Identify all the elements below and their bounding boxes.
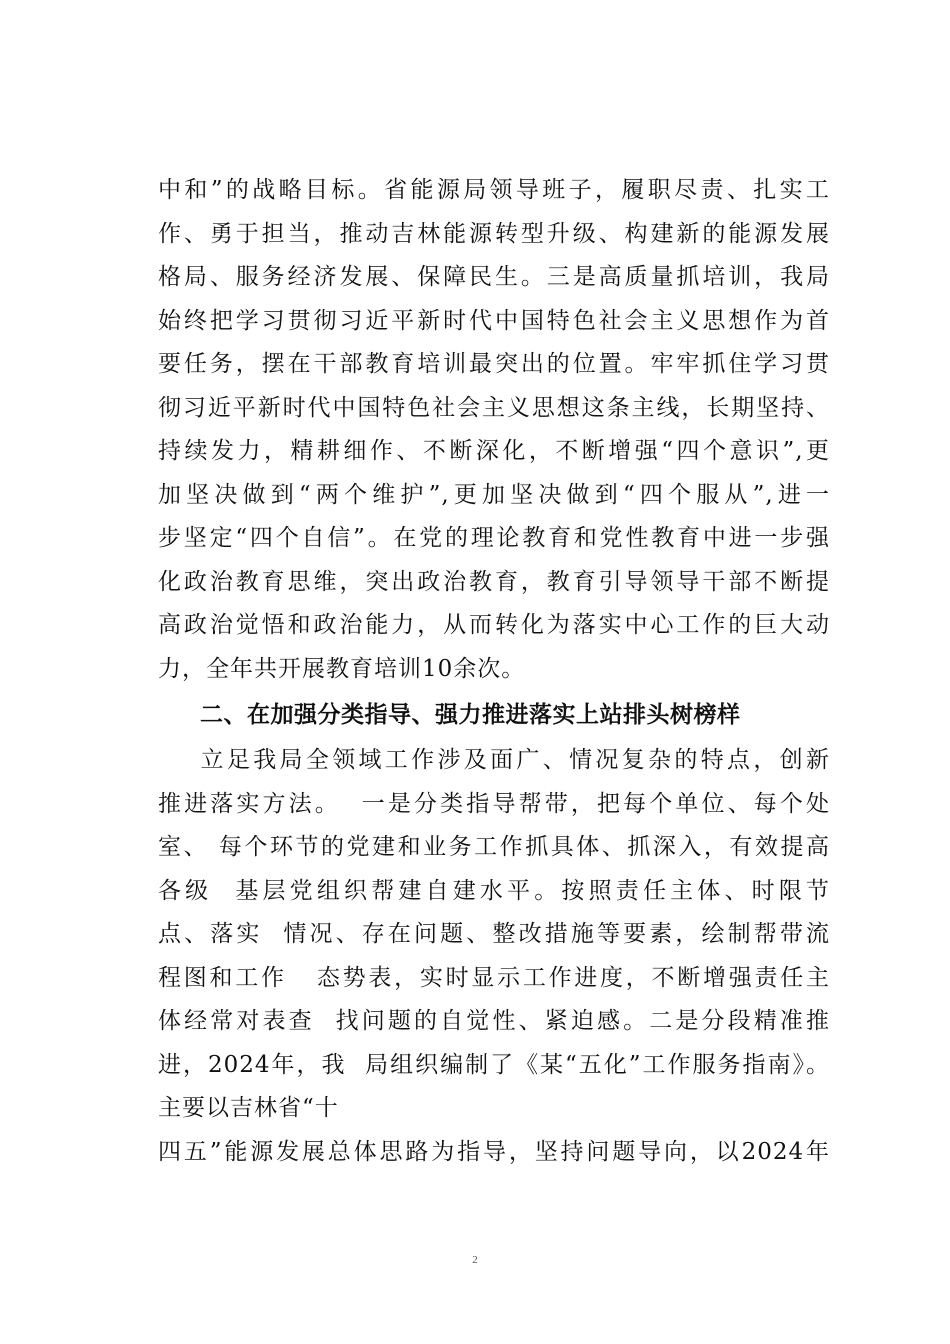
paragraph-line: 格局、服务经济发展、保障民生。三是高质量抓培训，我局 [158, 264, 830, 290]
paragraph-line: 推进落实方法。 一是分类指导帮带，把每个单位、每个处 [158, 791, 830, 817]
paragraph-line: 点、落实 情况、存在问题、整改措施等要素，绘制帮带流 [158, 921, 830, 947]
paragraph-line: 室、 每个环节的党建和业务工作抓具体、抓深入，有效提高 [158, 834, 830, 860]
paragraph-line: 进，2024年，我 局组织编制了《某“五化”工作服务指南》。 [158, 1052, 830, 1078]
paragraph-line: 主要以吉林省“十 [158, 1095, 339, 1121]
paragraph-line: 程图和工作 态势表，实时显示工作进度，不断增强责任主 [158, 965, 830, 991]
paragraph-line: 彻习近平新时代中国特色社会主义思想这条主线，长期坚持、 [158, 395, 830, 421]
paragraph-line: 立足我局全领域工作涉及面广、情况复杂的特点，创新 [158, 747, 830, 773]
paragraph-line: 体经常对表查 找问题的自觉性、紧迫感。二是分段精准推 [158, 1008, 830, 1034]
paragraph-line: 四五”能源发展总体思路为指导，坚持问题导向，以2024年 [158, 1139, 830, 1165]
page-number: 2 [472, 1254, 478, 1266]
section-heading: 二、在加强分类指导、强力推进落实上站排头树榜样 [200, 702, 741, 728]
paragraph-line: 高政治觉悟和政治能力，从而转化为落实中心工作的巨大动 [158, 612, 830, 638]
paragraph-line: 持续发力，精耕细作、不断深化，不断增强“四个意识”,更 [158, 438, 830, 464]
paragraph-line: 力，全年共开展教育培训10余次。 [158, 656, 526, 682]
paragraph-line: 要任务，摆在干部教育培训最突出的位置。牢牢抓住学习贯 [158, 351, 830, 377]
paragraph-line: 化政治教育思维，突出政治教育，教育引导领导干部不断提 [158, 569, 830, 595]
paragraph-line: 始终把学习贯彻习近平新时代中国特色社会主义思想作为首 [158, 308, 830, 334]
paragraph-line: 加坚决做到“两个维护”,更加坚决做到“四个服从”,进一 [158, 482, 830, 508]
paragraph-line: 各级 基层党组织帮建自建水平。按照责任主体、时限节 [158, 878, 830, 904]
paragraph-line: 步坚定“四个自信”。在党的理论教育和党性教育中进一步强 [158, 525, 830, 551]
paragraph-line: 中和”的战略目标。省能源局领导班子，履职尽责、扎实工 [158, 177, 830, 203]
paragraph-line: 作、勇于担当，推动吉林能源转型升级、构建新的能源发展 [158, 221, 830, 247]
